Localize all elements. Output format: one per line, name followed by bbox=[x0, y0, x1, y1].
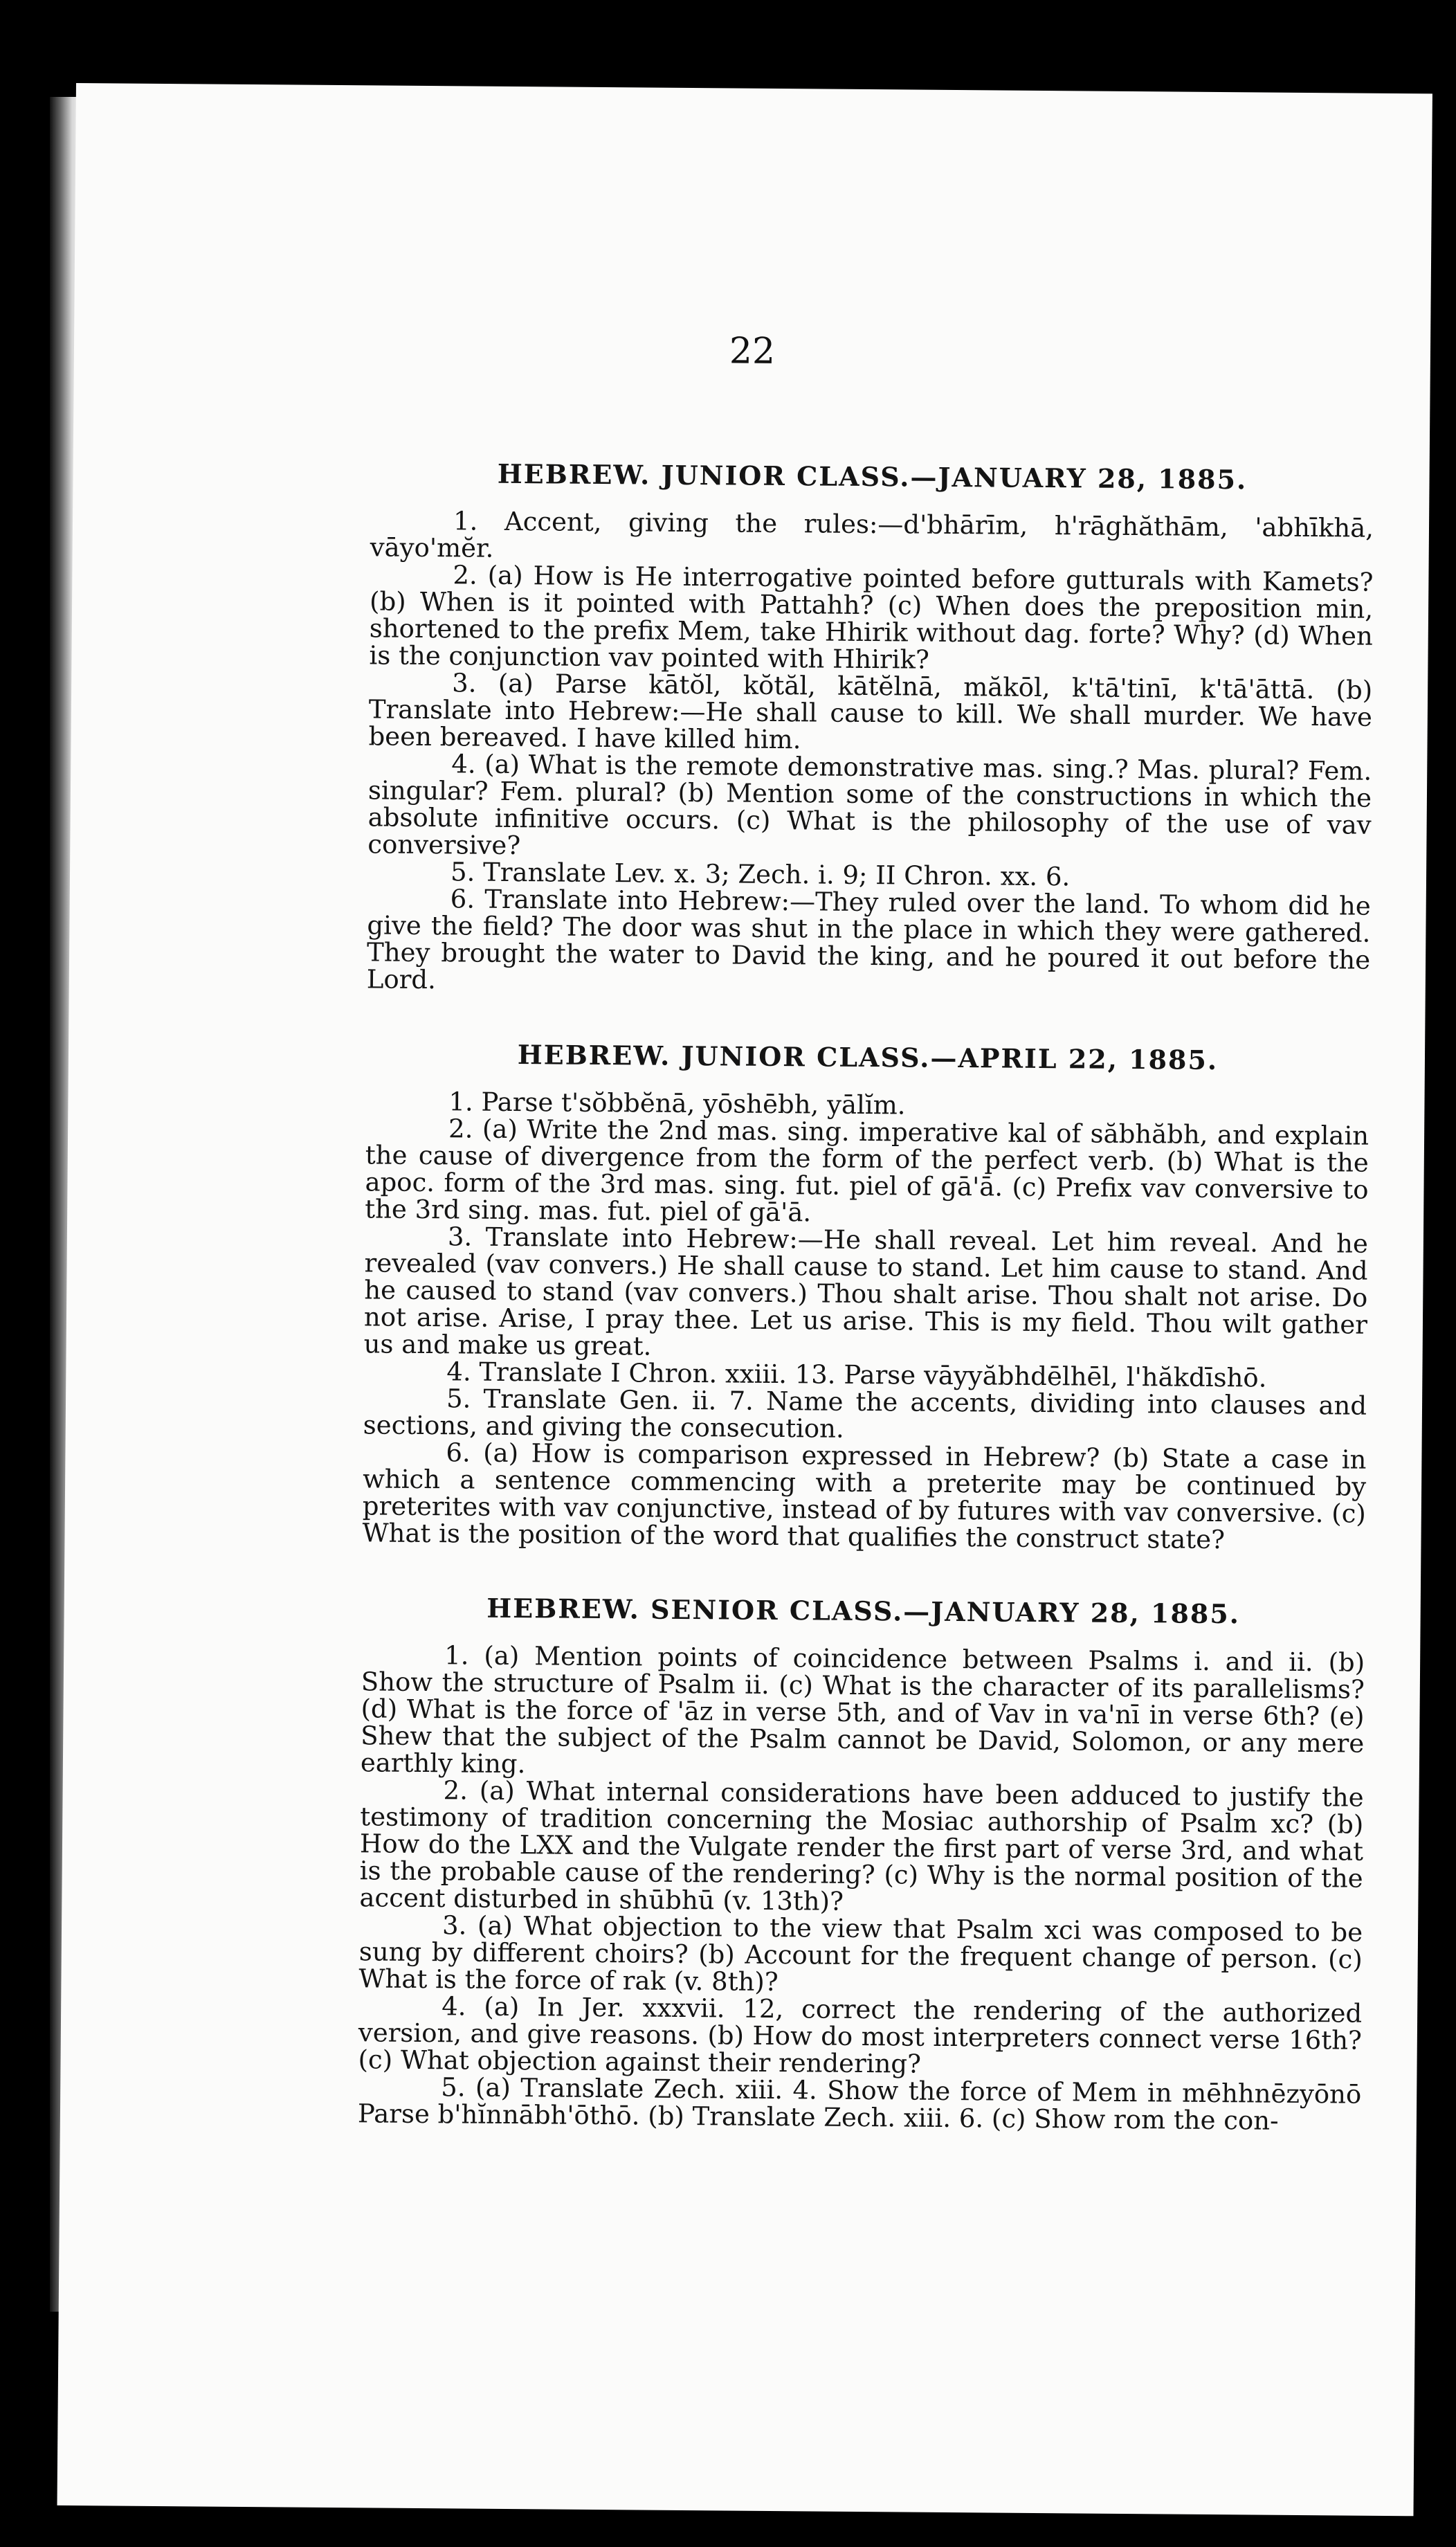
question: 3. (a) What objection to the view that Psalm xci was composed to be sung by different choirs? (b) Account for the frequent change of person. (c) What is the force of rak (v. 8th)? bbox=[358, 1910, 1363, 1997]
question: 1. Accent, giving the rules:—d'bhārīm, h'rāghăthām, 'abhīkhā, vāyo'mĕr. bbox=[370, 506, 1374, 563]
question: 2. (a) What internal considerations have been adduced to justify the testimony of tradition concerning the Mosiac authorship of Psalm xc? (b) How do the LXX and the Vulgate render the first part of verse 3rd, and what is the probable cause of the rendering? (c) Why is the normal position of the accent disturbed in shūbhū (v. 13th)? bbox=[359, 1775, 1364, 1916]
page-number: 22 bbox=[729, 330, 776, 372]
question: 2. (a) How is He interrogative pointed before gutturals with Kamets? (b) When is it pointed with Pattahh? (c) When does the preposition min, shortened to the prefix Mem, take Hhirik without dag. forte? Why? (d) When is the conjunction vav pointed with Hhirik? bbox=[369, 560, 1374, 675]
question: 4. Translate I Chron. xxiii. 13. Parse vāyyăbhdēlhēl, l'hăkdīshō. bbox=[446, 1357, 1267, 1393]
question: 5. Translate Lev. x. 3; Zech. i. 9; II Chron. xx. 6. bbox=[450, 857, 1071, 892]
question: 6. Translate into Hebrew:—They ruled over the land. To whom did he give the field? The door was shut in the place in which they were gathered. They brought the water to David the king, and he poured it out before the Lord. bbox=[366, 884, 1371, 995]
question: 4. (a) What is the remote demonstrative mas. sing.? Mas. plural? Fem. singular? Fem. plural? (b) Mention some of the constructions in which the absolute infinitive occurs. (c) What is the philosophy of the use of vav conversive? bbox=[367, 749, 1372, 861]
section-heading: HEBREW. SENIOR CLASS.—JANUARY 28, 1885. bbox=[486, 1592, 1241, 1630]
question: 6. (a) How is comparison expressed in Hebrew? (b) State a case in which a sentence commencing with a preterite may be continued by preterites with vav conjunctive, instead of by futures with vav conversive. (c) What is the position of the word that qualifies the construct state? bbox=[362, 1438, 1367, 1555]
document-page bbox=[57, 83, 1432, 2516]
question: 5. Translate Gen. ii. 7. Name the accents, dividing into clauses and sections, and giving the consecution. bbox=[363, 1384, 1367, 1444]
question: 4. (a) In Jer. xxxvii. 12, correct the rendering of the authorized version, and give reasons. (b) How do most interpreters connect verse 16th? (c) What objection against their rendering? bbox=[358, 1991, 1363, 2079]
exam-section-senior-january bbox=[358, 1593, 1365, 2134]
section-heading: HEBREW. JUNIOR CLASS.—APRIL 22, 1885. bbox=[517, 1039, 1219, 1076]
exam-section-junior-january bbox=[367, 459, 1374, 1000]
question: 3. (a) Parse kātŏl, kŏtăl, kātĕlnā, măkōl, k'tā'tinī, k'tā'āttā. (b) Translate into Hebrew:—He shall cause to kill. We shall murder. We have been bereaved. I have killed him. bbox=[368, 668, 1373, 755]
section-heading: HEBREW. JUNIOR CLASS.—JANUARY 28, 1885. bbox=[497, 457, 1248, 496]
question: 2. (a) Write the 2nd mas. sing. imperative kal of săbhăbh, and explain the cause of divergence from the form of the perfect verb. (b) What is the apoc. form of the 3rd mas. sing. fut. piel of gā'ā. (c) Prefix vav conversive to the 3rd sing. mas. fut. piel of gā'ā. bbox=[365, 1114, 1369, 1228]
page-content bbox=[357, 459, 1374, 2182]
question: 5. (a) Translate Zech. xiii. 4. Show the force of Mem in mēhhnēzyōnō Parse b'hĭnnābh'ōthō. (b) Translate Zech. xiii. 6. (c) Show rom the con- bbox=[357, 2072, 1362, 2136]
question: 3. Translate into Hebrew:—He shall reveal. Let him reveal. And he revealed (vav convers.) He shall cause to stand. Let him cause to stand. And he caused to stand (vav convers.) Thou shalt arise. Thou shalt not arise. Do not arise. Arise, I pray thee. Let us arise. This is my field. Thou wilt gather us and make us great. bbox=[363, 1222, 1369, 1361]
question: 1. Parse t'sŏbbĕnā, yōshēbh, yālĭm. bbox=[448, 1087, 906, 1121]
exam-section-junior-april bbox=[362, 1040, 1369, 1554]
question: 1. (a) Mention points of coincidence between Psalms i. and ii. (b) Show the structure of Psalm ii. (c) What is the character of its parallelisms? (d) What is the force of 'āz in verse 5th, and of Vav in va'nī in verse 6th? (e) Shew that the subject of the Psalm cannot be David, Solomon, or any mere earthly king. bbox=[360, 1640, 1365, 1779]
